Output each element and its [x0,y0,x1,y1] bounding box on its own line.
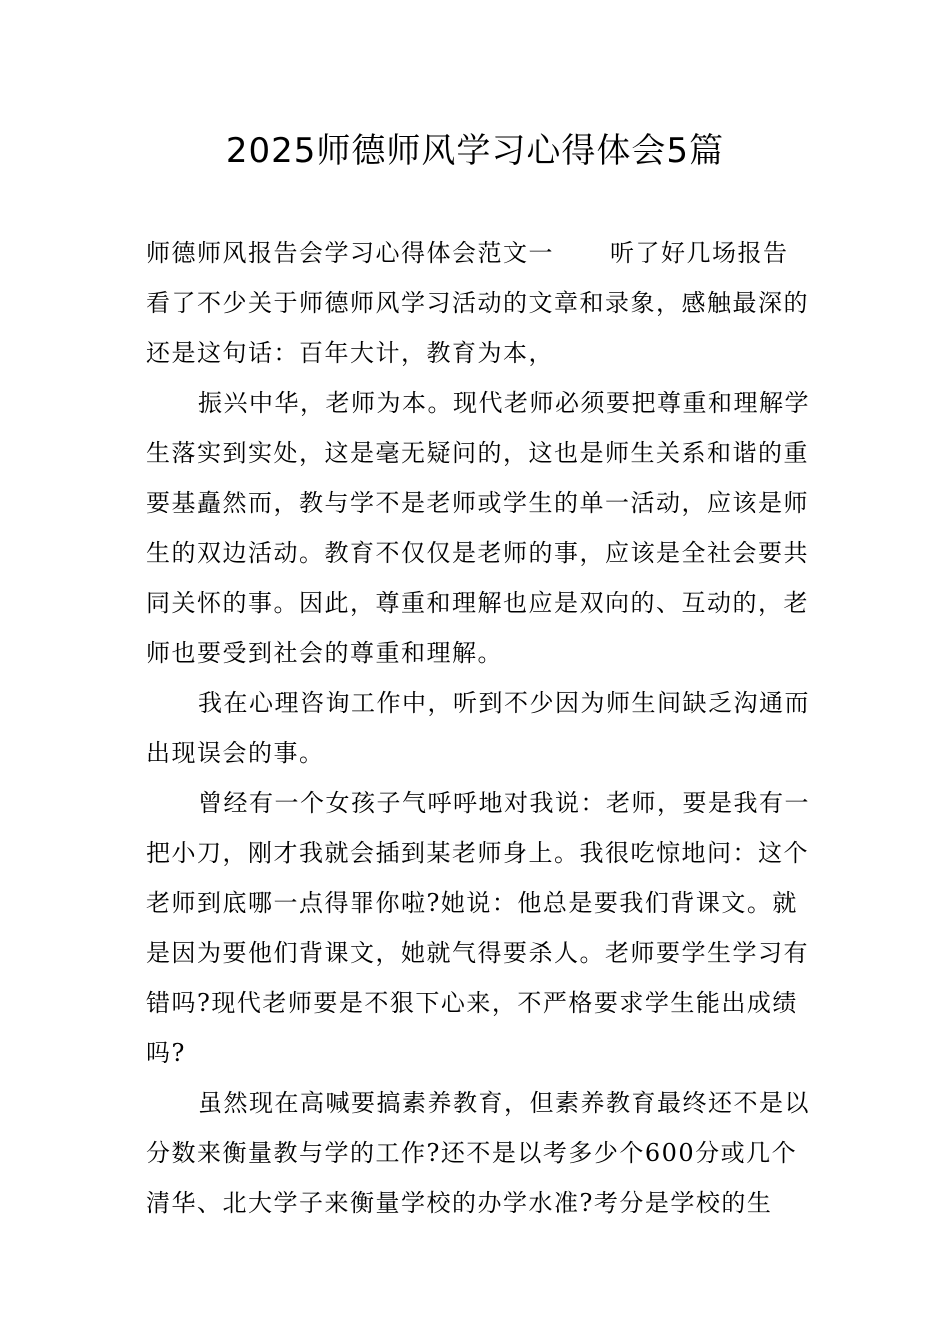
intro-text: 听了好几场报告看了不少关于师德师风学习活动的文章和录象，感触最深的还是这句话：百年大计，教育为本， [146,239,809,367]
paragraph-2: 我在心理咨询工作中，听到不少因为师生间缺乏沟通而出现误会的事。 [146,689,810,767]
paragraph-intro [146,228,810,378]
paragraph-4: 虽然现在高喊要搞素养教育，但素养教育最终还不是以分数来衡量教与学的工作?还不是以考多少个600分或几个清华、北大学子来衡量学校的办学水准?考分是学校的生 [146,1089,810,1217]
paragraph-3: 曾经有一个女孩子气呼呼地对我说：老师，要是我有一把小刀，刚才我就会插到某老师身上。我很吃惊地问：这个老师到底哪一点得罪你啦?她说：他总是要我们背课文。就是因为要他们背课文，她就气得要杀人。老师要学生学习有错吗?现代老师要是不狠下心来，不严格要求学生能出成绩吗? [146,789,810,1067]
section-heading: 师德师风报告会学习心得体会范文一 [146,239,554,267]
document-body [146,228,810,1228]
document-title: 2025师德师风学习心得体会5篇 [225,131,725,171]
paragraph-1: 振兴中华，老师为本。现代老师必须要把尊重和理解学生落实到实处，这是毫无疑问的，这也是师生关系和谐的重要基矗然而，教与学不是老师或学生的单一活动，应该是师生的双边活动。教育不仅仅是老师的事，应该是全社会要共同关怀的事。因此，尊重和理解也应是双向的、互动的，老师也要受到社会的尊重和理解。 [146,389,810,667]
